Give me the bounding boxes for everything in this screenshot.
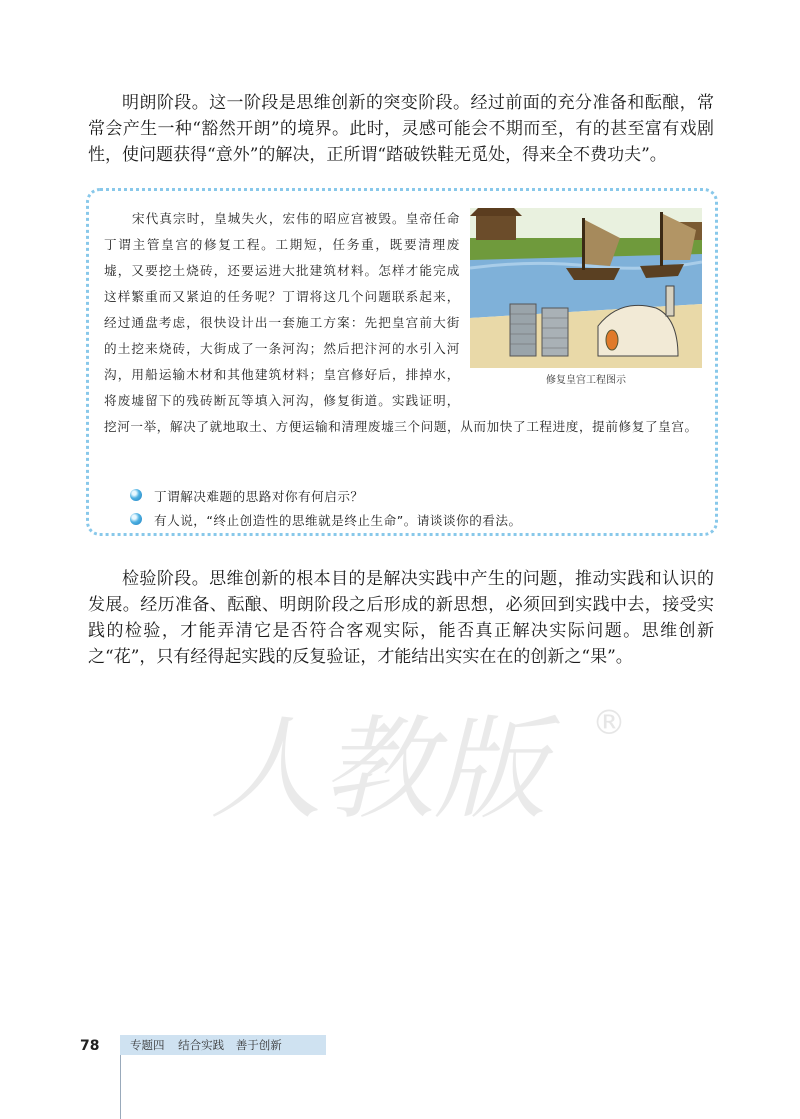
- blue-sphere-bullet-icon: [130, 513, 142, 525]
- story-text: 宋代真宗时，皇城失火，宏伟的昭应宫被毁。皇帝任命丁谓主管皇宫的修复工程。工期短，任务重，既要清理废墟，又要挖土烧砖，还要运进大批建筑材料。怎样才能完成这样繁重而又紧迫的任务呢？丁谓将这几个问题联系起来，经过通盘考虑，很快设计出一套施工方案：先把皇宫前大街的土挖来烧砖，大街成了一条河沟；然后把汴河的水引入河沟，用船运输木材和其他建筑材料；皇宫修好后，排掉水，将废墟留下的残砖断瓦等填入河沟，修复街道。实践证明，挖河一举，解决了就地取土、方便运输和清理废墟三个问题，从而加快了工程进度，提前修复了皇宫。: [104, 211, 698, 434]
- paragraph-verification-stage: 检验阶段。思维创新的根本目的是解决实践中产生的问题，推动实践和认识的发展。经历准备、酝酿、明朗阶段之后形成的新思想，必须回到实践中去，接受实践的检验，才能弄清它是否符合客观实际，能否真正解决实际问题。思维创新之“花”，只有经得起实践的反复验证，才能结出实实在在的创新之“果”。: [88, 569, 714, 667]
- paragraph-illumination-stage: 明朗阶段。这一阶段是思维创新的突变阶段。经过前面的充分准备和酝酿，常常会产生一种“豁然开朗”的境界。此时，灵感可能会不期而至，有的甚至富有戏剧性，使问题获得“意外”的解决，正所谓“踏破铁鞋无觅处，得来全不费功夫”。: [88, 93, 714, 165]
- question-text: 丁谓解决难题的思路对你有何启示？: [154, 488, 364, 504]
- question-text: 有人说，“终止创造性的思维就是终止生命”。请谈谈你的看法。: [154, 512, 522, 528]
- question-item: [130, 483, 690, 507]
- svg-text:®: ®: [592, 703, 626, 743]
- svg-text:人教版: 人教版: [210, 705, 546, 830]
- palace-repair-illustration: [470, 208, 702, 368]
- figure-caption: 修复皇宫工程图示: [546, 375, 626, 386]
- palace-repair-figure: [470, 208, 702, 404]
- footer-section: 结合实践: [178, 1038, 225, 1052]
- story-text-block: [104, 206, 702, 440]
- question-item: [130, 507, 690, 531]
- publisher-watermark-logo: [200, 690, 640, 830]
- blue-sphere-bullet-icon: [130, 489, 142, 501]
- footer-topic: 专题四: [130, 1038, 165, 1052]
- page-number: 78: [80, 1038, 100, 1054]
- footer-subtitle: 善于创新: [235, 1038, 282, 1052]
- footer-topic-band: [120, 1035, 326, 1055]
- discussion-questions: [130, 483, 690, 531]
